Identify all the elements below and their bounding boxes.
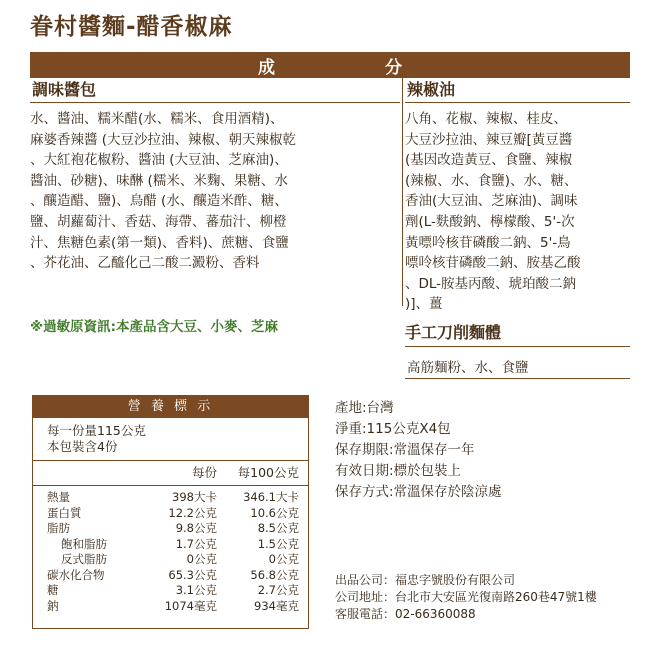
chili-oil-ingredients: 八角、花椒、辣椒、桂皮、 大豆沙拉油、辣豆瓣[黃豆醬 (基因改造黃豆、食鹽、辣椒 (辣椒、水、食鹽)、水、糖、 香油(大豆油、芝麻油)、調味 劑(L-麩酸鈉、檸檬酸、5'-次 黃嘌呤核苷磷酸二鈉、5'-鳥 嘌呤核苷磷酸二鈉、胺基乙酸 、DL-胺基丙酸、琥珀酸二鈉 )]、薑 — [405, 111, 581, 313]
company-phone: 客服電話：02-66360088 — [335, 607, 476, 621]
nutrient-per-serving: 9.8公克 — [175, 521, 217, 535]
product-info-line: 保存方式:常溫保存於陰涼處 — [335, 484, 502, 500]
chili-oil-heading: 辣椒油 — [405, 78, 630, 103]
company-name: 出品公司：福忠字號股份有限公司 — [335, 573, 516, 587]
nutrient-per-serving: 65.3公克 — [168, 567, 217, 582]
nutrition-row — [33, 490, 308, 506]
ingredients-header — [30, 52, 630, 78]
nutrient-name: 反式脂肪 — [61, 552, 107, 566]
nutrition-row — [33, 537, 308, 553]
nutrient-per-serving: 3.1公克 — [175, 583, 217, 597]
product-info-line: 產地:台灣 — [335, 400, 394, 416]
nutrient-name: 鈉 — [47, 598, 59, 613]
nutrient-per-100g: 934毫克 — [254, 598, 299, 613]
seasoning-section — [30, 78, 400, 274]
noodle-heading: 手工刀削麵體 — [405, 320, 630, 347]
nutrient-per-serving: 1074毫克 — [164, 598, 217, 613]
allergen-notice: ※過敏原資訊:本產品含大豆、小麥、芝麻 — [30, 319, 279, 335]
nutrient-per-100g: 8.5公克 — [257, 521, 299, 535]
nutrient-name: 糖 — [47, 583, 59, 597]
nutrient-per-serving: 398大卡 — [172, 490, 217, 504]
per-100g-header: 每100公克 — [237, 465, 299, 480]
seasoning-heading: 調味醬包 — [30, 78, 400, 103]
ingredients-header-right: 分 — [385, 57, 402, 78]
nutrient-per-serving: 12.2公克 — [168, 505, 217, 520]
nutrient-name: 飽和脂肪 — [61, 536, 107, 551]
serving-size: 每一份量115公克 — [47, 423, 146, 438]
nutrition-row — [33, 506, 308, 522]
servings-per-package: 本包裝含4份 — [47, 439, 118, 454]
column-divider — [402, 78, 403, 306]
nutrient-per-100g: 0公克 — [268, 552, 299, 566]
nutrition-row — [33, 552, 308, 568]
chili-oil-section — [405, 78, 630, 315]
nutrition-row — [33, 521, 308, 537]
nutrition-facts-panel — [32, 395, 309, 629]
noodle-divider — [405, 378, 630, 379]
nutrient-name: 蛋白質 — [47, 505, 82, 520]
serving-info — [33, 418, 308, 455]
nutrient-per-serving: 0公克 — [186, 552, 217, 566]
seasoning-ingredients: 水、醬油、糯米醋(水、糯米、食用酒精)、 麻婆香辣醬 (大豆沙拉油、辣椒、朝天辣椒乾 、大紅袍花椒粉、醬油 (大豆油、芝麻油)、 醬油、砂糖)、味醂 (糯米、米麴、果糖、水 、釀造醋、鹽)、烏醋 (水、釀造米酢、糖、 鹽、胡蘿蔔汁、香菇、海帶、蕃茄汁、柳橙 汁、焦糖色素(第一類)、香料)、蔗糖、食鹽 、芥花油、乙醯化己二酸二澱粉、香料 — [30, 111, 297, 272]
nutrient-per-100g: 56.8公克 — [250, 567, 299, 582]
ingredients-header-left: 成 — [258, 57, 275, 78]
nutrient-per-100g: 10.6公克 — [250, 505, 299, 520]
nutrient-name: 碳水化合物 — [47, 567, 105, 582]
product-title: 眷村醬麵-醋香椒麻 — [30, 14, 233, 40]
company-address: 公司地址：台北市大安區光復南路260巷47號1樓 — [335, 590, 597, 604]
nutrition-heading: 營 養 標 示 — [33, 396, 308, 418]
nutrition-row — [33, 568, 308, 584]
nutrient-name: 脂肪 — [47, 521, 70, 535]
product-info-line: 淨重:115公克X4包 — [335, 421, 451, 437]
noodle-ingredients: 高筋麵粉、水、食鹽 — [407, 360, 529, 376]
nutrition-table — [33, 486, 308, 614]
nutrition-column-headers — [33, 461, 308, 485]
nutrient-name: 熱量 — [47, 490, 70, 504]
nutrient-per-100g: 2.7公克 — [257, 583, 299, 597]
per-serving-header: 每份 — [191, 465, 217, 480]
nutrient-per-100g: 346.1大卡 — [243, 490, 299, 504]
nutrient-per-100g: 1.5公克 — [257, 536, 299, 551]
product-info — [335, 398, 502, 503]
nutrient-per-serving: 1.7公克 — [175, 536, 217, 551]
nutrition-row — [33, 599, 308, 615]
product-info-line: 保存期限:常溫保存一年 — [335, 442, 475, 458]
nutrition-row — [33, 583, 308, 599]
product-info-line: 有效日期:標於包裝上 — [335, 463, 462, 479]
company-info — [335, 572, 597, 623]
